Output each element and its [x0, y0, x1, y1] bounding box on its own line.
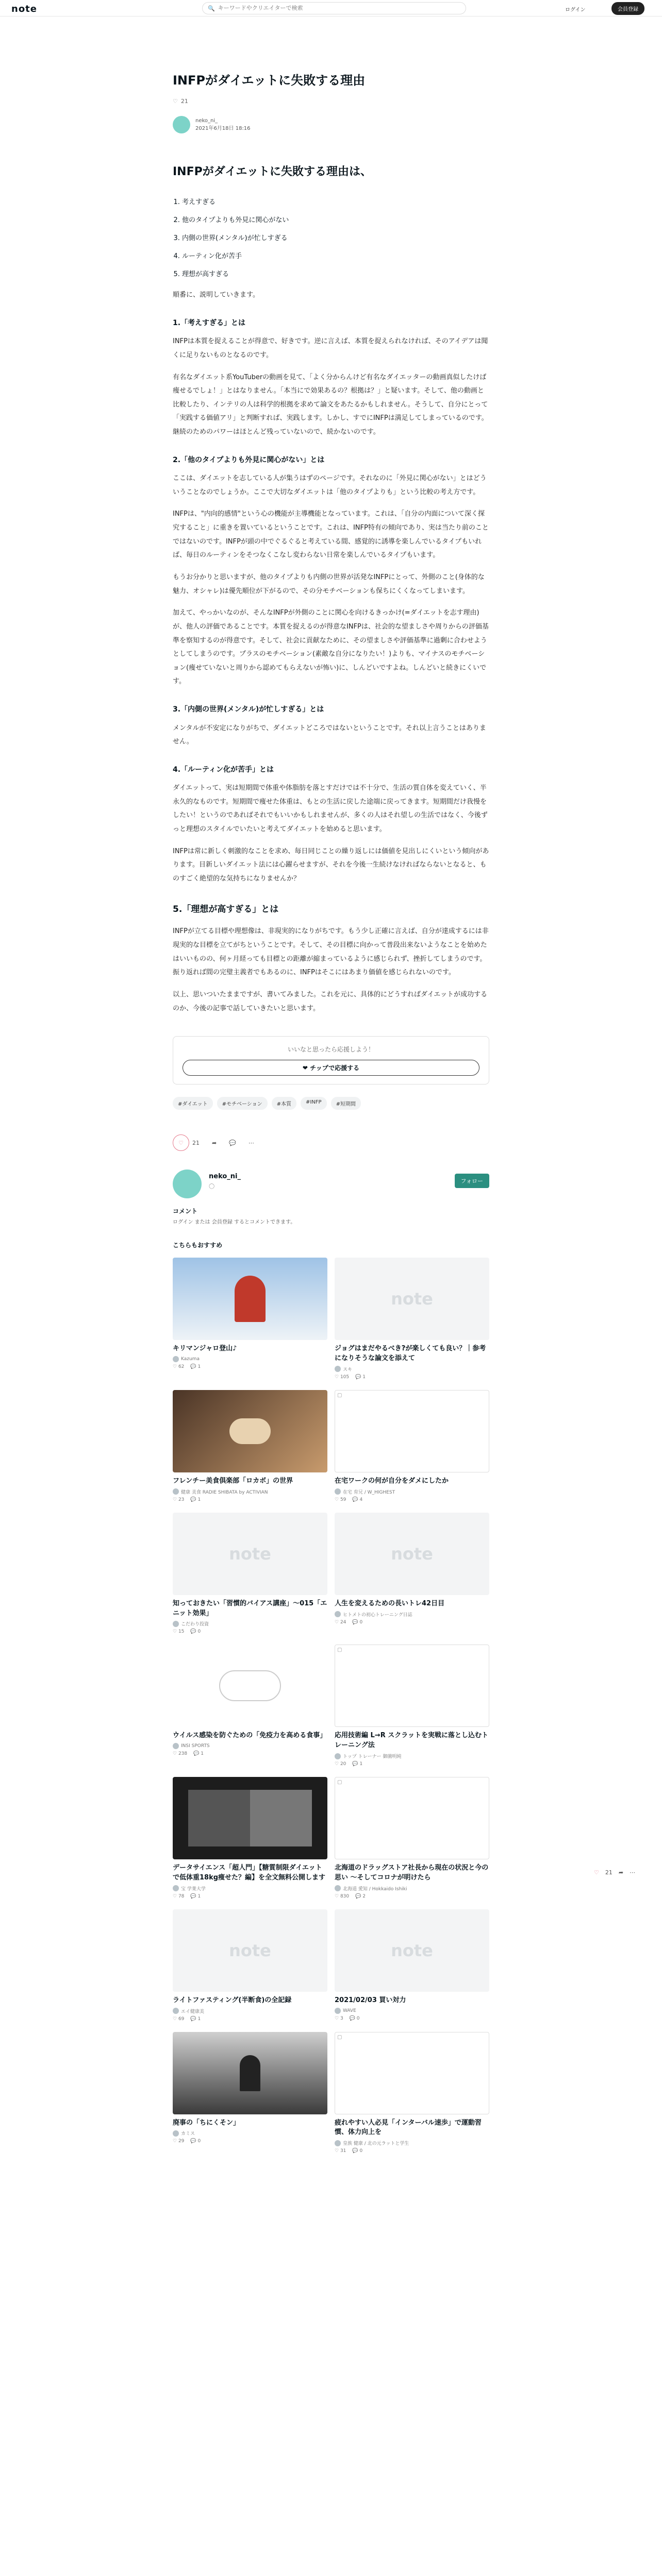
- tip-button-label: チップで応援する: [310, 1064, 360, 1072]
- note-placeholder-logo: note: [391, 1940, 433, 1960]
- card-likes: 238: [178, 1751, 188, 1757]
- rss-icon[interactable]: ◯: [209, 1183, 215, 1190]
- card-comments: 1: [362, 1374, 366, 1380]
- card-likes: 69: [178, 2016, 185, 2022]
- card-likes: 830: [340, 1893, 350, 1899]
- author-avatar: [335, 1488, 341, 1495]
- card-thumbnail[interactable]: [335, 1513, 489, 1595]
- card-author[interactable]: ヒトメトの初心トレーニング日誌: [343, 1612, 412, 1618]
- follow-button[interactable]: フォロー: [455, 1174, 489, 1188]
- recommend-card[interactable]: note 知っておきたい「習慣的バイアス講座」〜015「エニット効果」 こだわり投資 ♡ 15 💬 0: [173, 1513, 327, 1635]
- card-title[interactable]: 知っておきたい「習慣的バイアス講座」〜015「エニット効果」: [173, 1599, 327, 1617]
- card-title[interactable]: 応用技術編 L→R スクラットを実戦に落とし込むトレーニング法: [335, 1732, 488, 1750]
- heart-icon[interactable]: ♡: [594, 1869, 599, 1876]
- card-thumbnail[interactable]: [335, 1909, 489, 1992]
- card-title[interactable]: ウイルス感染を防ぐための「免疫力を高める食事」: [173, 1732, 327, 1740]
- card-likes: 59: [340, 1497, 346, 1502]
- card-thumbnail[interactable]: [335, 1645, 489, 1727]
- card-author[interactable]: 皇族 健康 / 北の元ラットと学生: [343, 2141, 409, 2147]
- card-thumbnail[interactable]: [173, 1909, 327, 1992]
- comment-heading: コメント: [173, 1208, 198, 1215]
- card-title[interactable]: 北海道のドラッグストア社長から現在の状況と今の思い 〜そしてコロナが明けたら: [335, 1864, 489, 1882]
- article-like-row: [173, 98, 489, 105]
- author-avatar[interactable]: [173, 116, 190, 133]
- card-author[interactable]: エイ健康美: [181, 2009, 205, 2014]
- card-thumbnail[interactable]: [335, 1777, 489, 1859]
- card-author[interactable]: トップ トレーナー 御薗明純: [343, 1754, 402, 1760]
- card-author[interactable]: カミス: [181, 2131, 195, 2137]
- author-avatar: [173, 1356, 179, 1362]
- recommend-card[interactable]: note ライトファスティング(半断食)の全記録 エイ健康美 ♡ 69 💬 1: [173, 1909, 327, 2022]
- section-1-heading: 1.「考えすぎる」とは: [173, 318, 246, 327]
- card-title[interactable]: 疲れやすい人必見「インターバル速歩」で運動習慣、体力向上を: [335, 2119, 482, 2137]
- author-avatar: [335, 2008, 341, 2014]
- card-comments: 1: [201, 1751, 204, 1757]
- broken-image-icon: ▢: [337, 2034, 342, 2040]
- card-title[interactable]: 廃事の「ちにくそン」: [173, 2119, 240, 2127]
- like-count: 21: [180, 97, 188, 105]
- author-avatar: [173, 2130, 179, 2137]
- hashtag[interactable]: #本質: [272, 1097, 296, 1110]
- card-title[interactable]: ジョグはまだやるべき?が楽しくても良い？｜参考になりそうな論文を添えて: [335, 1345, 486, 1363]
- card-likes: 31: [340, 2148, 346, 2154]
- card-author[interactable]: スキ: [343, 1367, 353, 1372]
- author-block[interactable]: [173, 116, 489, 133]
- signup-button[interactable]: 会員登録: [611, 2, 644, 15]
- reason-list: [182, 193, 489, 283]
- paragraph: INFPが立てる目標や理想像は、非現実的になりがちです。もう少し正確に言えば、自分が達成するには非現実的な目標を立てがちということです。そして、その目標に向かって普段出来ないようなことを始めたはいいものの、何ヶ月経っても目標との距離が縮まっているように感じられず、挫折してしまうのです。振り返れば間の完璧主義者でもあるのに、INFPはそこにはあまり価値を感じられないのです。: [173, 927, 489, 977]
- paragraph: もうお分かりと思いますが、他のタイプよりも内側の世界が活発なINFPにとって、外側のこと(身体的な魅力、オシャレ)は優先順位が下がるので、その分モチベーションも保ちにくくなってしまいます。: [173, 573, 485, 595]
- hashtag[interactable]: #ダイエット: [173, 1097, 213, 1110]
- card-thumbnail[interactable]: [173, 2032, 327, 2114]
- card-comments: 0: [197, 2139, 201, 2144]
- recommend-heading: こちらもおすすめ: [173, 1242, 223, 1249]
- author-avatar: [173, 1743, 179, 1749]
- recommend-card[interactable]: データサイエンス「超人門」【糖質制限ダイエットで低体重18kg痩せた？編】を全文無料公開します 宝 学業大学 ♡ 78 💬 1: [173, 1777, 327, 1899]
- paragraph: INFPは、"内向的感情"という心の機能が主導機能となっています。これは、「自分の内面について深く探究すること」に重きを置いているということです。これは、INFP特有の傾向であり、実は当たり前のことではないのです。INFPが頭の中でぐるぐると考えている間、感覚的に誘導を楽しんでいるタイプもいれば、毎日のルーティンをそつなくこなし変わらない日常を楽しんでいるタイプもいます。: [173, 510, 489, 560]
- author-avatar: [335, 1885, 341, 1891]
- reason-item: 5. 理想が高すぎる: [182, 265, 489, 283]
- floating-action-bar: [594, 1869, 635, 1876]
- card-comments: 0: [356, 2015, 360, 2021]
- hashtag[interactable]: #INFP: [301, 1097, 327, 1110]
- card-comments: 4: [359, 1497, 363, 1502]
- paragraph: 有名なダイエット系YouTuberの動画を見て、「よく分からんけど有名なダイエッターの動画真似したけば痩せるでしょ！」とはなりません。「本当にで効果あるの？根拠は？」と疑います。そして、他の動画と比較したり、インテリの人は科学的根拠を求めて論文をあたるかもしれません。そうして、自分にとって「実践する価値アリ」と判断すれば、実践します。しかし、すでにINFPは満足してしまっているのです。継続のためのパワーはほとんど残っていないので、続かないのです。: [173, 373, 488, 436]
- action-bar: [173, 1134, 489, 1151]
- share-icon[interactable]: ➦: [212, 1139, 217, 1146]
- card-comments: 1: [197, 1497, 201, 1502]
- note-placeholder-logo: note: [229, 1940, 271, 1960]
- like-button[interactable]: [173, 1134, 189, 1151]
- creator-block: [173, 1170, 489, 1198]
- paragraph: メンタルが不安定になりがちで、ダイエットどころではないということです。それ以上言うことはありません。: [173, 724, 486, 746]
- paragraph: 以上、思いついたままですが、書いてみました。これを元に、具体的にどうすればダイエットが成功するのか、今後の記事で話していきたいと思います。: [173, 990, 487, 1012]
- card-title[interactable]: データサイエンス「超人門」【糖質制限ダイエットで低体重18kg痩せた？編】を全文無料公開します: [173, 1864, 326, 1882]
- card-thumbnail[interactable]: [173, 1777, 327, 1859]
- author-avatar: [335, 1366, 341, 1372]
- paragraph: ダイエットって、実は短期間で体重や体脂肪を落とすだけでは不十分で、生活の質自体を変えていく、半永久的なものです。短期間で痩せた体重は、もとの生活に戻した途端に戻ってきます。短期間だけ我慢をしたい！というのであればそれでもいいかもしれませんが、多くの人はそれ望しの生活ではなく、今後ずっと理想のスタイルでいたいと考えてダイエットを始めると思います。: [173, 784, 488, 834]
- mountain-climber-image: [235, 1276, 266, 1322]
- recommend-card[interactable]: ▢ 応用技術編 L→R スクラットを実戦に落とし込むトレーニング法 トップ トレーナー 御薗明純 ♡ 20 💬 1: [335, 1645, 489, 1767]
- author-avatar: [173, 1885, 179, 1891]
- card-thumbnail[interactable]: [173, 1390, 327, 1472]
- beach-photo-image: [240, 2055, 260, 2091]
- recommend-grid: [173, 1258, 489, 2154]
- reason-item: 3. 内側の世界(メンタル)が忙しすぎる: [182, 229, 489, 247]
- intro-text: 順番に、説明していきます。: [173, 291, 259, 299]
- section-4-heading: 4.「ルーティン化が苦手」とは: [173, 765, 274, 774]
- broken-image-icon: ▢: [337, 1780, 342, 1786]
- comment-icon[interactable]: 💬: [229, 1139, 236, 1146]
- summary-heading: INFPがダイエットに失敗する理由は、: [173, 165, 372, 178]
- section-2-heading: 2.「他のタイプよりも外見に関心がない」とは: [173, 455, 325, 464]
- paragraph: ここは、ダイエットを志している人が集うはずのページです。それなのに「外見に関心がない」とはどういうことなのでしょうか。ここで大切なダイエットは「他のタイプよりも」という比較の考え方です。: [173, 474, 487, 496]
- card-comments: 1: [197, 1364, 201, 1370]
- recommend-card[interactable]: note ジョグはまだやるべき?が楽しくても良い？｜参考になりそうな論文を添えて スキ ♡ 105 💬 1: [335, 1258, 489, 1380]
- hashtag-list: [173, 1097, 489, 1110]
- card-comments: 2: [362, 1893, 366, 1899]
- before-after-image: [188, 1790, 312, 1846]
- card-author[interactable]: 北海道 愛知 / Hokkaido Ishiki: [343, 1886, 407, 1892]
- search-box[interactable]: [202, 2, 466, 14]
- card-thumbnail[interactable]: [173, 1513, 327, 1595]
- reason-item: 1. 考えすぎる: [182, 193, 489, 211]
- card-thumbnail[interactable]: [335, 1258, 489, 1340]
- article-body: [173, 160, 489, 1016]
- search-input[interactable]: [218, 5, 445, 11]
- card-author[interactable]: 在宅 育兄 / W_HIGHEST: [343, 1489, 395, 1495]
- card-likes: 15: [178, 1629, 185, 1635]
- search-icon: 🔍: [208, 5, 215, 12]
- author-avatar: [335, 2140, 341, 2146]
- creator-name[interactable]: neko_ni_: [209, 1173, 241, 1181]
- recommend-card[interactable]: 廃事の「ちにくそン」 カミス ♡ 29 💬 0: [173, 2032, 327, 2154]
- heart-icon: ♡: [178, 1139, 184, 1146]
- share-icon[interactable]: ➦: [618, 1869, 624, 1876]
- card-comments: 0: [359, 1619, 363, 1625]
- recommend-card[interactable]: フレンチー美食倶楽部「ロカボ」の世界 健康 美食 RADIE SHIBATA by ACTIVIAN ♡ 23 💬 1: [173, 1390, 327, 1502]
- note-logo[interactable]: note: [11, 4, 37, 14]
- card-author[interactable]: WAVE: [343, 2008, 356, 2013]
- tip-icon: ❤: [302, 1064, 308, 1072]
- support-message: いいなと思ったら応援しよう！: [287, 1046, 374, 1054]
- card-thumbnail[interactable]: [173, 1645, 327, 1727]
- article-container: [173, 72, 489, 2154]
- note-placeholder-logo: note: [229, 1544, 271, 1564]
- card-likes: 105: [340, 1374, 350, 1380]
- article-title: INFPがダイエットに失敗する理由: [173, 73, 366, 88]
- section-3-heading: 3.「内側の世界(メンタル)が忙しすぎる」とは: [173, 705, 324, 714]
- author-avatar: [173, 1621, 179, 1627]
- card-title[interactable]: ライトファスティング(半断食)の全記録: [173, 1996, 292, 2004]
- card-likes: 3: [340, 2015, 343, 2021]
- card-likes: 62: [178, 1364, 185, 1370]
- author-avatar: [335, 1611, 341, 1617]
- card-author[interactable]: Kazuma: [181, 1357, 200, 1362]
- card-comments: 1: [197, 2016, 201, 2022]
- card-title[interactable]: キリマンジャロ登山♪: [173, 1345, 237, 1353]
- card-thumbnail[interactable]: [335, 2032, 489, 2114]
- site-header: [0, 0, 662, 16]
- like-count: 21: [192, 1139, 200, 1146]
- recommend-card[interactable]: note 人生を変えるための長いトレ42日目 ヒトメトの初心トレーニング日誌 ♡ 24 💬 0: [335, 1513, 489, 1635]
- more-icon[interactable]: ⋯: [630, 1869, 636, 1876]
- card-comments: 1: [197, 1893, 201, 1899]
- hashtag[interactable]: #短期間: [331, 1097, 361, 1110]
- virus-diagram-image: [219, 1670, 281, 1701]
- card-title[interactable]: 人生を変えるための長いトレ42日目: [335, 1599, 445, 1607]
- card-title[interactable]: 在宅ワークの何が自分をダメにしたか: [335, 1477, 449, 1485]
- heart-icon[interactable]: ♡: [173, 97, 178, 105]
- hashtag[interactable]: #モチベーション: [217, 1097, 268, 1110]
- creator-avatar[interactable]: [173, 1170, 202, 1198]
- floating-like-count: 21: [605, 1869, 613, 1876]
- author-avatar: [173, 1488, 179, 1495]
- card-comments: 0: [197, 1629, 201, 1635]
- card-likes: 24: [340, 1619, 346, 1625]
- card-likes: 23: [178, 1497, 185, 1502]
- card-comments: 0: [359, 2148, 363, 2154]
- card-author[interactable]: 宝 学業大学: [181, 1886, 206, 1892]
- login-button[interactable]: ログイン: [565, 7, 586, 13]
- support-box: [173, 1036, 489, 1084]
- reason-item: 2. 他のタイプよりも外見に関心がない: [182, 211, 489, 229]
- card-thumbnail[interactable]: [173, 1258, 327, 1340]
- card-author[interactable]: こだわり投資: [181, 1622, 209, 1628]
- card-author[interactable]: INSI SPORTS: [181, 1743, 210, 1749]
- recommend-card[interactable]: ウイルス感染を防ぐための「免疫力を高める食事」 INSI SPORTS ♡ 238 💬 1: [173, 1645, 327, 1767]
- recommend-card[interactable]: note 2021/02/03 買い対力 WAVE ♡ 3 💬 0: [335, 1909, 489, 2022]
- paragraph: INFPは常に新しく刺激的なことを求め、毎日同じことの繰り返しには価値を見出しにくいという傾向があります。目新しいダイエット法には心躍らせますが、それを今後一生続けなければならないとなると、ものすごく絶望的な気持ちになりませんか？: [173, 847, 489, 883]
- paragraph: INFPは本質を捉えることが得意で、好きです。逆に言えば、本質を捉えられなければ、そのアイデアは聞くに足りないものとなるのです。: [173, 337, 488, 359]
- paragraph: 加えて、やっかいなのが、そんなINFPが外側のことに関心を向けるきっかけ(=ダイエットを志す理由)が、他人の評価であることです。本質を捉えるのが得意なINFPは、社会的な望ましさや周りからの評価基準を察知するのが得意です。そして、社会に貢献なために、その望ましさや評価基準に過剰に合わせようとしてしまうのです。プラスのモチベーション(素敵な自分になりたい！)よりも、マイナスのモチベーション(痩せていないと周りから認めてもらえないが怖い)に、しんどいですよね。しんどいと続きにくいです。: [173, 609, 489, 686]
- food-image: [229, 1418, 271, 1444]
- reason-item: 4. ルーティン化が苦手: [182, 247, 489, 265]
- recommend-card[interactable]: ▢ 疲れやすい人必見「インターバル速歩」で運動習慣、体力向上を 皇族 健康 / 北の元ラットと学生 ♡ 31 💬 0: [335, 2032, 489, 2154]
- author-avatar: [173, 2008, 179, 2014]
- card-thumbnail[interactable]: [335, 1390, 489, 1472]
- card-comments: 1: [359, 1761, 363, 1767]
- recommend-card[interactable]: ▢ 北海道のドラッグストア社長から現在の状況と今の思い 〜そしてコロナが明けたら 北海道 愛知 / Hokkaido Ishiki ♡ 830 💬 2: [335, 1777, 489, 1899]
- recommend-card[interactable]: ▢ 在宅ワークの何が自分をダメにしたか 在宅 育兄 / W_HIGHEST ♡ 59 💬 4: [335, 1390, 489, 1502]
- tip-button[interactable]: [183, 1060, 479, 1076]
- card-title[interactable]: 2021/02/03 買い対力: [335, 1996, 406, 2004]
- broken-image-icon: ▢: [337, 1647, 342, 1653]
- more-icon[interactable]: ⋯: [248, 1139, 254, 1146]
- note-placeholder-logo: note: [391, 1289, 433, 1309]
- author-name[interactable]: neko_ni_: [195, 117, 218, 124]
- card-likes: 29: [178, 2139, 185, 2144]
- card-author[interactable]: 健康 美食 RADIE SHIBATA by ACTIVIAN: [181, 1489, 268, 1495]
- recommend-card[interactable]: キリマンジャロ登山♪ Kazuma ♡ 62 💬 1: [173, 1258, 327, 1380]
- comment-login-text[interactable]: ログイン または 会員登録 するとコメントできます。: [173, 1219, 296, 1226]
- publish-date: 2021年6月18日 18:16: [195, 125, 251, 131]
- card-likes: 78: [178, 1893, 185, 1899]
- note-placeholder-logo: note: [391, 1544, 433, 1564]
- broken-image-icon: ▢: [337, 1392, 342, 1398]
- card-title[interactable]: フレンチー美食倶楽部「ロカボ」の世界: [173, 1477, 293, 1485]
- card-likes: 20: [340, 1761, 346, 1767]
- section-5-heading: 5.「理想が高すぎる」とは: [173, 904, 279, 914]
- author-avatar: [335, 1753, 341, 1759]
